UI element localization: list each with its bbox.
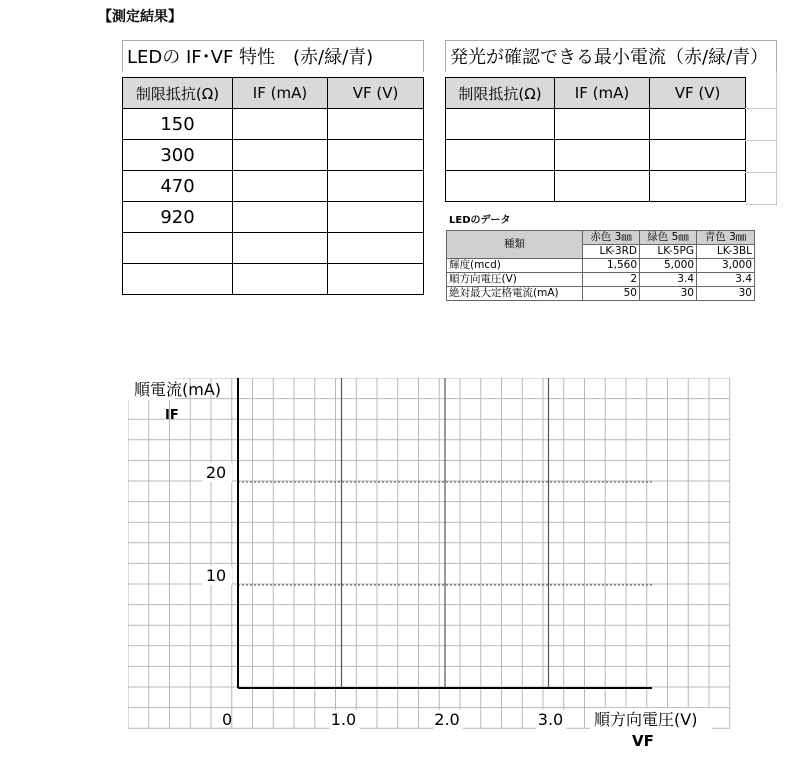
y-tick-label: 10	[205, 566, 227, 585]
column-header: VF (V)	[328, 78, 424, 109]
sheet-gridline	[776, 72, 777, 206]
input-cell[interactable]	[328, 140, 424, 171]
led-row-brightness	[447, 259, 755, 273]
value-cell: 1,560	[583, 259, 640, 273]
graph-svg	[128, 378, 736, 734]
kind-header: 種類	[447, 231, 583, 259]
resistance-cell	[446, 171, 555, 202]
led-data-panel	[446, 212, 754, 301]
value-cell: 50	[583, 287, 640, 301]
input-cell[interactable]	[233, 264, 328, 295]
value-cell: 30	[640, 287, 697, 301]
column-header: IF (mA)	[555, 78, 650, 109]
model-cell: LK-5PG	[640, 245, 697, 259]
sheet-gridline	[745, 172, 777, 173]
resistance-cell	[123, 233, 233, 264]
value-cell: 3.4	[697, 273, 755, 287]
input-cell[interactable]	[233, 171, 328, 202]
table-row	[123, 264, 424, 295]
input-cell[interactable]	[328, 264, 424, 295]
input-cell[interactable]	[555, 140, 650, 171]
table2-caption-text: 発光が確認できる最小電流（赤/緑/青）	[450, 47, 769, 68]
input-cell[interactable]	[650, 109, 746, 140]
sheet-gridline	[745, 140, 777, 141]
color-header: 緑色 5㎜	[640, 231, 697, 245]
resistance-cell: 920	[123, 202, 233, 233]
resistance-cell	[446, 109, 555, 140]
min-current-table	[445, 77, 746, 202]
input-cell[interactable]	[328, 171, 424, 202]
input-cell[interactable]	[555, 171, 650, 202]
x-axis-label: 順方向電圧(V)	[594, 710, 698, 729]
input-cell[interactable]	[650, 140, 746, 171]
y-axis-symbol: IF	[165, 408, 179, 423]
x-tick-label: 2.0	[434, 710, 460, 729]
row-label: 輝度(mcd)	[447, 259, 583, 273]
input-cell[interactable]	[328, 202, 424, 233]
x-tick-label: 3.0	[537, 710, 564, 729]
column-header: 制限抵抗(Ω)	[446, 78, 555, 109]
sheet-gridline	[745, 108, 777, 109]
resistance-cell: 150	[123, 109, 233, 140]
value-cell: 30	[697, 287, 755, 301]
led-row-max-current	[447, 287, 755, 301]
input-cell[interactable]	[233, 233, 328, 264]
resistance-cell: 300	[123, 140, 233, 171]
resistance-cell	[446, 140, 555, 171]
y-tick-label: 20	[205, 463, 227, 482]
input-cell[interactable]	[555, 109, 650, 140]
value-cell: 3.4	[640, 273, 697, 287]
x-axis-symbol: VF	[632, 732, 654, 750]
column-header: VF (V)	[650, 78, 746, 109]
table-row	[123, 140, 424, 171]
origin-label: 0	[222, 710, 233, 729]
column-header: 制限抵抗(Ω)	[123, 78, 233, 109]
sheet-gridline	[745, 204, 777, 205]
led-data-table	[446, 230, 755, 301]
input-cell[interactable]	[233, 202, 328, 233]
table-row	[123, 109, 424, 140]
if-vf-graph	[128, 378, 736, 738]
color-header: 赤色 3㎜	[583, 231, 640, 245]
if-vf-table	[122, 77, 424, 295]
table-row	[123, 171, 424, 202]
table-row	[123, 202, 424, 233]
resistance-cell	[123, 264, 233, 295]
led-row-forward-voltage	[447, 273, 755, 287]
x-tick-label: 1.0	[330, 710, 357, 729]
value-cell: 3,000	[697, 259, 755, 273]
column-header: IF (mA)	[233, 78, 328, 109]
table-row	[446, 140, 746, 171]
input-cell[interactable]	[233, 140, 328, 171]
graph-major-lines	[238, 378, 652, 688]
value-cell: 2	[583, 273, 640, 287]
resistance-cell: 470	[123, 171, 233, 202]
led-data-title: LEDのデータ	[449, 215, 511, 226]
row-label: 順方向電圧(V)	[447, 273, 583, 287]
input-cell[interactable]	[328, 233, 424, 264]
y-axis-label: 順電流(mA)	[134, 380, 222, 399]
table-row	[123, 233, 424, 264]
row-label: 絶対最大定格電流(mA)	[447, 287, 583, 301]
table1-caption	[122, 40, 424, 72]
model-cell: LK-3RD	[583, 245, 640, 259]
table2-caption	[445, 40, 777, 72]
input-cell[interactable]	[650, 171, 746, 202]
table-row	[446, 109, 746, 140]
color-header: 青色 3㎜	[697, 231, 755, 245]
model-cell: LK-3BL	[697, 245, 755, 259]
page-heading: 【測定結果】	[98, 9, 182, 25]
table1-caption-text: LEDの IF･VF 特性 (赤/緑/青)	[127, 47, 374, 68]
value-cell: 5,000	[640, 259, 697, 273]
tick-labels	[202, 463, 567, 729]
table-row	[446, 171, 746, 202]
input-cell[interactable]	[328, 109, 424, 140]
graph-grid	[128, 378, 730, 728]
input-cell[interactable]	[233, 109, 328, 140]
